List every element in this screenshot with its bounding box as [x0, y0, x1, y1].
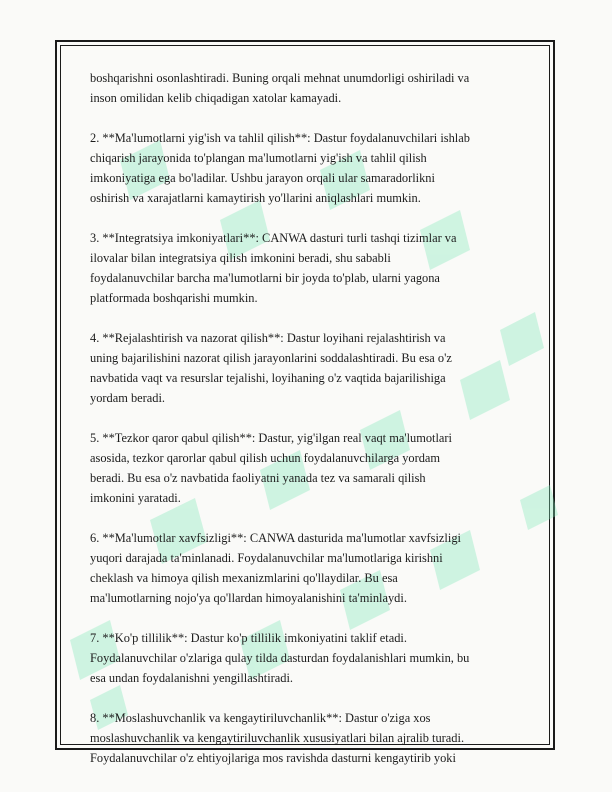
text-line: boshqarishni osonlashtiradi. Buning orqali mehnat unumdorligi oshiriladi va: [90, 71, 470, 85]
text-line: 7. **Ko'p tillilik**: Dastur ko'p tillilik imkoniyatini taklif etadi.: [90, 631, 407, 645]
text-line: 8. **Moslashuvchanlik va kengaytiriluvchanlik**: Dastur o'ziga xos: [90, 711, 431, 725]
paragraph: [90, 68, 530, 108]
paragraph: [90, 428, 530, 508]
text-line: chiqarish jarayonida to'plangan ma'lumotlarni yig'ish va tahlil qilish: [90, 151, 427, 165]
paragraph: [90, 528, 530, 608]
text-line: uning bajarilishini nazorat qilish jarayonlarini soddalashtiradi. Bu esa o'z: [90, 351, 452, 365]
text-line: inson omilidan kelib chiqadigan xatolar kamayadi.: [90, 91, 342, 105]
text-line: yuqori darajada ta'minlanadi. Foydalanuvchilar ma'lumotlariga kirishni: [90, 551, 443, 565]
text-line: foydalanuvchilar barcha ma'lumotlarni bir joyda to'plab, ularni yagona: [90, 271, 440, 285]
paragraph: [90, 628, 530, 688]
text-line: beradi. Bu esa o'z navbatida faoliyatni yanada tez va samarali qilish: [90, 471, 426, 485]
paragraph: [90, 708, 530, 768]
text-line: platformada boshqarishi mumkin.: [90, 291, 258, 305]
text-line: ma'lumotlarning nojo'ya qo'llardan himoyalanishini ta'minlaydi.: [90, 591, 407, 605]
text-line: Foydalanuvchilar o'zlariga qulay tilda dasturdan foydalanishlari mumkin, bu: [90, 651, 470, 665]
text-line: 2. **Ma'lumotlarni yig'ish va tahlil qilish**: Dastur foydalanuvchilari ishlab: [90, 131, 470, 145]
text-line: asosida, tezkor qarorlar qabul qilish uchun foydalanuvchilarga yordam: [90, 451, 441, 465]
text-line: 3. **Integratsiya imkoniyatlari**: CANWA dasturi turli tashqi tizimlar va: [90, 231, 457, 245]
text-line: Foydalanuvchilar o'z ehtiyojlariga mos ravishda dasturni kengaytirib yoki: [90, 751, 456, 765]
text-line: ilovalar bilan integratsiya qilish imkonini beradi, shu sababli: [90, 251, 391, 265]
paragraph: [90, 328, 530, 408]
text-line: moslashuvchanlik va kengaytiriluvchanlik xususiyatlari bilan ajralib turadi.: [90, 731, 465, 745]
text-line: navbatida vaqt va resurslar tejalishi, loyihaning o'z vaqtida bajarilishiga: [90, 371, 446, 385]
text-line: 6. **Ma'lumotlar xavfsizligi**: CANWA dasturida ma'lumotlar xavfsizligi: [90, 531, 461, 545]
text-line: imkoniyatiga ega bo'ladilar. Ushbu jarayon orqali ular samaradorlikni: [90, 171, 435, 185]
text-line: oshirish va xarajatlarni kamaytirish yo'llarini aniqlashlari mumkin.: [90, 191, 421, 205]
text-line: esa undan foydalanishni yengillashtiradi.: [90, 671, 294, 685]
text-line: yordam beradi.: [90, 391, 166, 405]
text-line: 4. **Rejalashtirish va nazorat qilish**: Dastur loyihani rejalashtirish va: [90, 331, 446, 345]
document-body: [90, 68, 530, 788]
paragraph: [90, 228, 530, 308]
text-line: imkonini yaratadi.: [90, 491, 181, 505]
paragraph: [90, 128, 530, 208]
text-line: 5. **Tezkor qaror qabul qilish**: Dastur, yig'ilgan real vaqt ma'lumotlari: [90, 431, 452, 445]
text-line: cheklash va himoya qilish mexanizmlarini qo'llaydilar. Bu esa: [90, 571, 398, 585]
